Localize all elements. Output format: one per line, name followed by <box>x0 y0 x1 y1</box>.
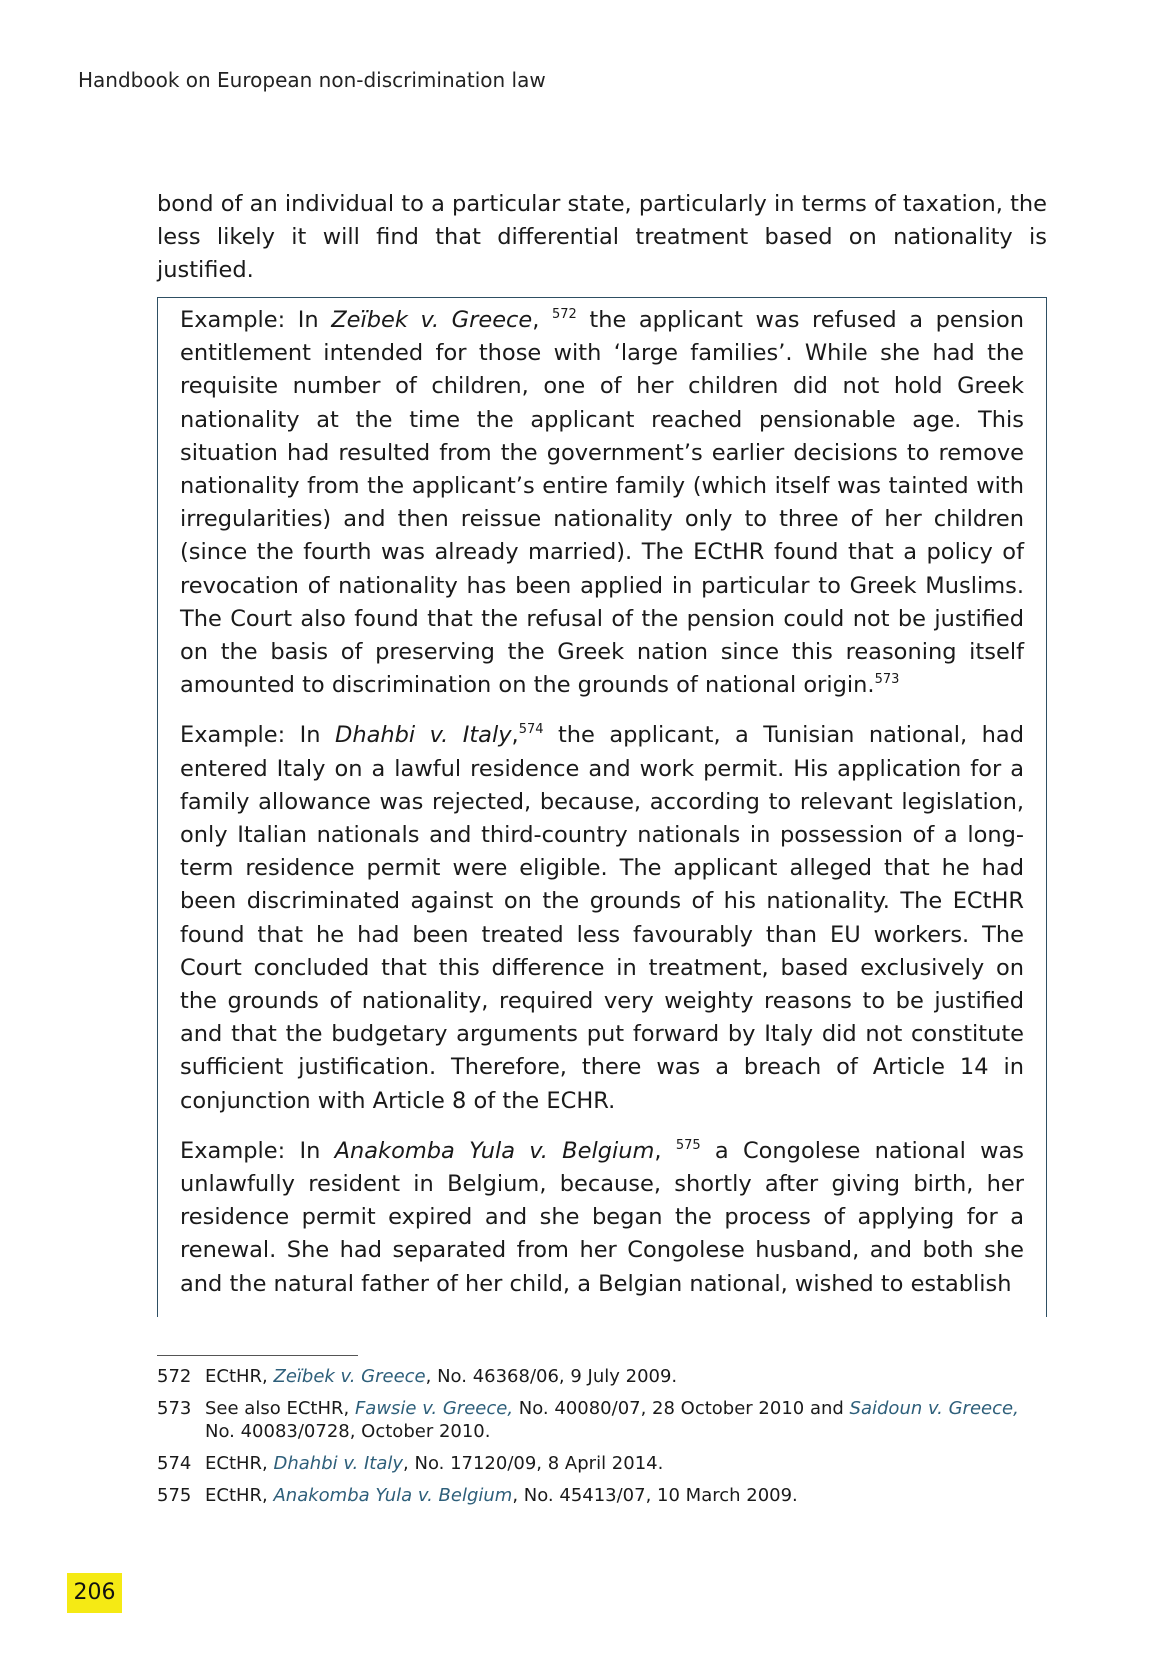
case-link[interactable]: Anakomba Yula v. Belgium <box>273 1485 513 1506</box>
example-anakomba: Example: In Anakomba Yula v. Belgium, $^{575}$ a Congolese national was unlawfully resident in Belgium, because, shortly after giving birth, her residence permit expired and she began the process of applying for a renewal. She had separated from her Congolese husband, and both she and the natural father of her child, a Belgian national, wished to establish <box>180 1137 1024 1297</box>
case-link[interactable]: Fawsie v. Greece, <box>354 1398 514 1419</box>
footnote-ref[interactable]: 574 <box>518 722 544 738</box>
footnote-575: 575 ECtHR, Anakomba Yula v. Belgium, No. 45413/07, 10 March 2009. <box>157 1485 798 1506</box>
case-link[interactable]: Saidoun v. Greece, <box>849 1398 1019 1419</box>
example-dhahbi: Example: In Dhahbi v. Italy,$^{574}$ the applicant, a Tunisian national, had entered Italy on a lawful residence and work permit. His application for a family allowance was rejected, because, according to relevant legislation, only Italian nationals and third-country nationals in possession of a long-term residence permit were eligible. The applicant alleged that he had been discriminated against on the grounds of his nationality. The ECtHR found that he had been treated less favourably than EU workers. The Court concluded that this difference in treatment, based exclusively on the grounds of nationality, required very weighty reasons to be justified and that the budgetary arguments put forward by Italy did not constitute sufficient justification. Therefore, there was a breach of Article 14 in conjunction with Article 8 of the ECHR. <box>180 722 1024 1114</box>
footnote-divider <box>157 1355 358 1356</box>
footnote-number: 573 <box>157 1398 192 1419</box>
example-zeibek: Example: In Zeïbek v. Greece, $^{572}$ the applicant was refused a pension entitlement intended for those with ‘large families’. While she had the requisite number of children, one of her children did not hold Greek nationality at the time the applicant reached pensionable age. This situation had resulted from the government’s earlier decisions to remove nationality from the applicant’s entire family (which itself was tainted with irregularities) and then reissue nationality only to three of her children (since the fourth was already married). The ECtHR found that a policy of revocation of nationality has been applied in particular to Greek Muslims. The Court also found that the refusal of the pension could not be justified on the basis of preserving the Greek nation since this reasoning itself amounted to discrimination on the grounds of national origin.$^{573}$ <box>180 307 1024 699</box>
case-name: Anakomba Yula v. Belgium <box>334 1137 655 1164</box>
footnote-573: 573 See also ECtHR, Fawsie v. Greece, No. 40080/07, 28 October 2010 and Saidoun v. Greece, No. 40083/0728, October 2010. <box>157 1398 1019 1442</box>
running-header: Handbook on European non-discrimination law <box>78 68 546 92</box>
footnotes <box>157 1365 1047 1516</box>
footnote-number: 574 <box>157 1453 192 1474</box>
footnote-ref[interactable]: 575 <box>675 1137 701 1153</box>
footnote-number: 572 <box>157 1366 192 1387</box>
example-box <box>157 297 1047 1317</box>
case-link[interactable]: Dhahbi v. Italy <box>273 1453 404 1474</box>
footnote-ref[interactable]: 573 <box>874 672 900 688</box>
page-number-badge: 206 <box>67 1573 122 1613</box>
footnote-number: 575 <box>157 1485 192 1506</box>
footnote-ref[interactable]: 572 <box>552 307 577 322</box>
intro-paragraph: bond of an individual to a particular state, particularly in terms of taxation, the less likely it will find that differential treatment based on nationality is justified. <box>157 191 1047 283</box>
case-link[interactable]: Zeïbek v. Greece <box>273 1366 426 1387</box>
case-name: Dhahbi v. Italy <box>335 722 512 749</box>
case-name: Zeïbek v. Greece <box>331 307 533 333</box>
footnote-574: 574 ECtHR, Dhahbi v. Italy, No. 17120/09, 8 April 2014. <box>157 1453 664 1474</box>
footnote-572: 572 ECtHR, Zeïbek v. Greece, No. 46368/06, 9 July 2009. <box>157 1366 678 1387</box>
